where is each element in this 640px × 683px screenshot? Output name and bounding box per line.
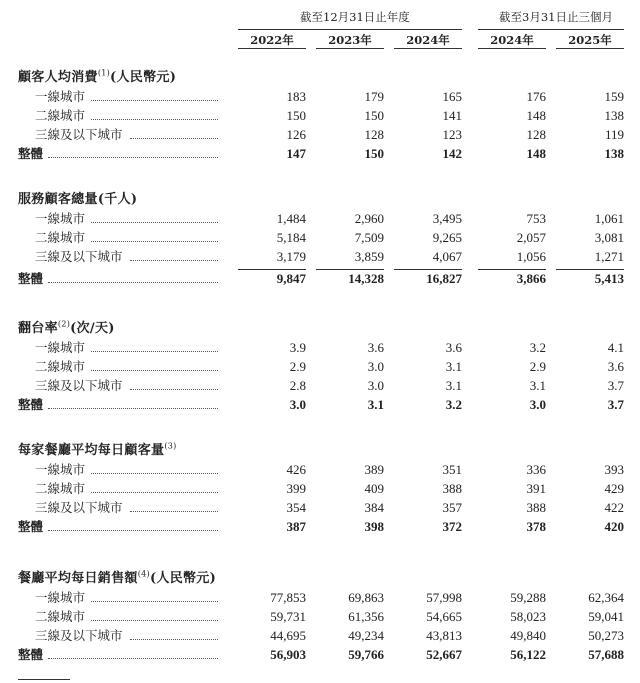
- table-cell: 159: [604, 89, 624, 104]
- table-cell: 138: [604, 108, 624, 123]
- table-cell: 49,840: [510, 628, 546, 643]
- table-cell: 384: [364, 500, 384, 515]
- dot-leader: [91, 473, 218, 474]
- table-cell: 389: [364, 462, 384, 477]
- table-cell: 378: [526, 519, 546, 534]
- table-cell: 58,023: [510, 609, 546, 624]
- table-cell: 409: [364, 481, 384, 496]
- dot-leader: [130, 511, 218, 512]
- dot-leader: [48, 157, 218, 158]
- row-label: 一線城市: [35, 462, 86, 477]
- total-row-label: 整體: [18, 397, 44, 412]
- q-rule-2025: [556, 48, 624, 49]
- row-label: 二線城市: [35, 230, 86, 245]
- header-year-2022: 2022年: [250, 33, 294, 47]
- table-cell: 3,859: [354, 249, 384, 264]
- table-cell: 3,866: [516, 271, 546, 286]
- year-rule-2022: [238, 48, 306, 49]
- subtotal-rule: [556, 269, 624, 270]
- table-cell: 351: [442, 462, 462, 477]
- table-cell: 3,179: [276, 249, 306, 264]
- table-cell: 7,509: [354, 230, 384, 245]
- dot-leader: [48, 282, 218, 283]
- table-cell: 50,273: [588, 628, 624, 643]
- total-row-label: 整體: [18, 519, 44, 534]
- table-cell: 128: [526, 127, 546, 142]
- table-cell: 3.1: [529, 378, 546, 393]
- section-title: [18, 321, 115, 337]
- table-cell: 388: [526, 500, 546, 515]
- section-title: [18, 571, 216, 587]
- dot-leader: [130, 389, 218, 390]
- header-year-2024: 2024年: [406, 33, 450, 47]
- table-cell: 59,041: [588, 609, 624, 624]
- section-unit: (人民幣元): [149, 571, 217, 586]
- subtotal-rule: [478, 269, 546, 270]
- row-label: 一線城市: [35, 340, 86, 355]
- table-cell: 4.1: [607, 340, 624, 355]
- table-cell: 56,903: [270, 647, 306, 662]
- table-cell: 59,288: [510, 590, 546, 605]
- table-cell: 5,413: [594, 271, 624, 286]
- dot-leader: [91, 222, 218, 223]
- table-cell: 57,688: [588, 647, 624, 662]
- header-year-2023: 2023年: [328, 33, 372, 47]
- row-label: 二線城市: [35, 609, 86, 624]
- header-q-2024: 2024年: [490, 33, 534, 47]
- table-cell: 399: [286, 481, 306, 496]
- table-cell: 49,234: [348, 628, 384, 643]
- table-cell: 3.6: [367, 340, 384, 355]
- dot-leader: [91, 620, 218, 621]
- row-label: 二線城市: [35, 481, 86, 496]
- table-cell: 3.6: [607, 359, 624, 374]
- table-cell: 126: [286, 127, 306, 142]
- row-label: 二線城市: [35, 359, 86, 374]
- row-label: 一線城市: [35, 590, 86, 605]
- total-row-label: 整體: [18, 647, 44, 662]
- subtotal-rule: [316, 269, 384, 270]
- section-unit: (人民幣元): [110, 70, 177, 85]
- table-cell: 1,484: [276, 211, 306, 226]
- table-cell: 3.1: [445, 359, 462, 374]
- table-cell: 16,827: [426, 271, 462, 286]
- table-cell: 59,766: [348, 647, 384, 662]
- table-cell: 165: [442, 89, 462, 104]
- header-year-rule: [238, 29, 462, 30]
- section-footnote-ref: (1): [97, 68, 111, 78]
- table-cell: 422: [604, 500, 624, 515]
- table-cell: 3.2: [529, 340, 546, 355]
- table-cell: 52,667: [426, 647, 462, 662]
- dot-leader: [91, 601, 218, 602]
- section-unit: (千人): [97, 192, 138, 207]
- dot-leader: [91, 241, 218, 242]
- row-label: 二線城市: [35, 108, 86, 123]
- table-cell: 138: [604, 146, 624, 161]
- table-cell: 393: [604, 462, 624, 477]
- table-cell: 176: [526, 89, 546, 104]
- table-cell: 2,057: [516, 230, 546, 245]
- table-cell: 77,853: [270, 590, 306, 605]
- table-cell: 3.6: [445, 340, 462, 355]
- dot-leader: [48, 658, 218, 659]
- year-rule-2024: [394, 48, 462, 49]
- table-cell: 9,847: [276, 271, 306, 286]
- table-cell: 3.0: [289, 397, 306, 412]
- table-cell: 429: [604, 481, 624, 496]
- table-cell: 398: [364, 519, 384, 534]
- table-cell: 3.0: [367, 359, 384, 374]
- row-label: 三線及以下城市: [35, 628, 123, 643]
- dot-leader: [48, 530, 218, 531]
- table-cell: 1,056: [516, 249, 546, 264]
- subtotal-rule: [238, 269, 306, 270]
- table-cell: 357: [442, 500, 462, 515]
- header-quarter-rule: [478, 29, 624, 30]
- table-cell: 183: [286, 89, 306, 104]
- table-cell: 150: [286, 108, 306, 123]
- table-cell: 179: [364, 89, 384, 104]
- dot-leader: [91, 351, 218, 352]
- table-cell: 388: [442, 481, 462, 496]
- table-cell: 3.1: [367, 397, 384, 412]
- table-cell: 1,271: [594, 249, 624, 264]
- table-cell: 43,813: [426, 628, 462, 643]
- section-title-text: 服務顧客總量: [18, 192, 98, 207]
- row-label: 三線及以下城市: [35, 378, 123, 393]
- section-title-text: 餐廳平均每日銷售額: [18, 571, 138, 586]
- table-cell: 2.8: [289, 378, 306, 393]
- table-cell: 147: [286, 146, 306, 161]
- section-title: [18, 192, 137, 208]
- dot-leader: [130, 260, 218, 261]
- table-cell: 69,863: [348, 590, 384, 605]
- row-label: 三線及以下城市: [35, 249, 123, 264]
- row-label: 一線城市: [35, 89, 86, 104]
- section-title: [18, 443, 177, 459]
- table-cell: 1,061: [594, 211, 624, 226]
- table-cell: 44,695: [270, 628, 306, 643]
- total-row-label: 整體: [18, 146, 44, 161]
- total-row-label: 整體: [18, 271, 44, 286]
- table-cell: 3,495: [432, 211, 462, 226]
- header-q-2025: 2025年: [568, 33, 612, 47]
- table-cell: 3.0: [529, 397, 546, 412]
- section-title-text: 每家餐廳平均每日顧客量: [18, 443, 165, 458]
- table-cell: 387: [286, 519, 306, 534]
- table-cell: 2.9: [529, 359, 546, 374]
- table-cell: 141: [442, 108, 462, 123]
- q-rule-2024: [478, 48, 546, 49]
- section-title-text: 顧客人均消費: [18, 70, 98, 85]
- table-cell: 148: [526, 146, 546, 161]
- table-cell: 3.7: [607, 397, 624, 412]
- header-quarter-group: 截至3月31日止三個月: [499, 10, 613, 24]
- section-unit: (次/天): [70, 321, 115, 336]
- table-cell: 142: [442, 146, 462, 161]
- table-cell: 2.9: [289, 359, 306, 374]
- table-cell: 5,184: [276, 230, 306, 245]
- table-cell: 336: [526, 462, 546, 477]
- row-label: 三線及以下城市: [35, 500, 123, 515]
- year-rule-2023: [316, 48, 384, 49]
- table-cell: 426: [286, 462, 306, 477]
- table-cell: 61,356: [348, 609, 384, 624]
- table-cell: 148: [526, 108, 546, 123]
- dot-leader: [91, 370, 218, 371]
- table-cell: 2,960: [354, 211, 384, 226]
- section-footnote-ref: (4): [137, 569, 150, 579]
- row-label: 一線城市: [35, 211, 86, 226]
- table-cell: 354: [286, 500, 306, 515]
- subtotal-rule: [394, 269, 462, 270]
- table-cell: 372: [442, 519, 462, 534]
- table-cell: 3.7: [607, 378, 624, 393]
- table-cell: 57,998: [426, 590, 462, 605]
- table-cell: 3.9: [289, 340, 306, 355]
- table-cell: 753: [526, 211, 546, 226]
- header-year-group: 截至12月31日止年度: [300, 10, 410, 24]
- table-cell: 3.1: [445, 378, 462, 393]
- table-cell: 62,364: [588, 590, 624, 605]
- table-cell: 3.0: [367, 378, 384, 393]
- row-label: 三線及以下城市: [35, 127, 123, 142]
- table-cell: 128: [364, 127, 384, 142]
- table-cell: 59,731: [270, 609, 306, 624]
- dot-leader: [130, 639, 218, 640]
- section-footnote-ref: (3): [164, 441, 177, 451]
- dot-leader: [91, 492, 218, 493]
- table-cell: 391: [526, 481, 546, 496]
- table-cell: 420: [604, 519, 624, 534]
- table-cell: 4,067: [432, 249, 462, 264]
- section-title: [18, 70, 176, 86]
- dot-leader: [48, 408, 218, 409]
- table-cell: 123: [442, 127, 462, 142]
- dot-leader: [91, 119, 218, 120]
- table-cell: 14,328: [348, 271, 384, 286]
- table-cell: 3,081: [594, 230, 624, 245]
- table-cell: 3.2: [445, 397, 462, 412]
- dot-leader: [130, 138, 218, 139]
- section-footnote-ref: (2): [57, 319, 71, 329]
- table-cell: 119: [604, 127, 624, 142]
- table-cell: 9,265: [432, 230, 462, 245]
- dot-leader: [91, 100, 218, 101]
- footnote-rule: [18, 679, 70, 680]
- table-cell: 150: [364, 146, 384, 161]
- section-title-text: 翻台率: [18, 321, 58, 336]
- table-cell: 56,122: [510, 647, 546, 662]
- table-cell: 150: [364, 108, 384, 123]
- table-cell: 54,665: [426, 609, 462, 624]
